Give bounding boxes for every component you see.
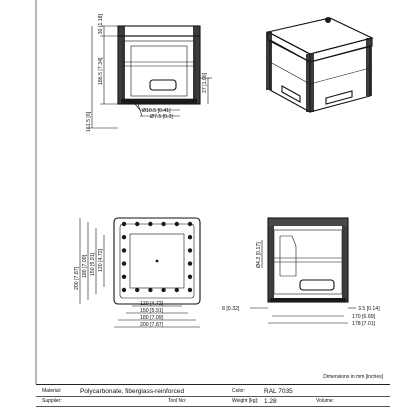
mounting-hole bbox=[188, 275, 192, 279]
dim-text: 200 [7.87] bbox=[74, 266, 80, 290]
dim-text: 180 [7.09] bbox=[82, 254, 88, 278]
mounting-hole bbox=[122, 222, 126, 226]
material-label: Material: bbox=[42, 388, 62, 394]
material-value: Polycarbonate, fiberglass-reinforced bbox=[80, 388, 185, 395]
color-value: RAL 7035 bbox=[264, 388, 293, 395]
center-hole bbox=[156, 260, 159, 263]
mounting-hole bbox=[161, 288, 165, 292]
mounting-hole bbox=[188, 288, 192, 292]
mounting-hole bbox=[122, 235, 126, 239]
dim-text: 150 [5.91] bbox=[90, 252, 96, 276]
side-wall-right bbox=[342, 226, 348, 302]
weight-value: 1.28 bbox=[264, 398, 277, 405]
plan-hole-group bbox=[122, 222, 192, 292]
mounting-hole bbox=[188, 248, 192, 252]
iso-rib bbox=[270, 62, 310, 84]
dim-text: 3.5 [0.14] bbox=[358, 306, 380, 312]
dim-text: 186.5 [7.34] bbox=[98, 57, 104, 85]
iso-lid-right bbox=[310, 38, 372, 62]
iso-corner-right bbox=[366, 38, 372, 96]
dim-text: 30 [1.18] bbox=[98, 14, 104, 35]
color-label: Color: bbox=[232, 388, 246, 394]
dim-text: Ø7.5 [0.3] bbox=[150, 114, 173, 120]
mounting-hole bbox=[188, 261, 192, 265]
mounting-hole bbox=[122, 261, 126, 265]
mounting-hole bbox=[135, 222, 139, 226]
dim-text: 170 [6.69] bbox=[352, 314, 376, 320]
iso-handle-left bbox=[282, 86, 300, 102]
mounting-hole bbox=[161, 222, 165, 226]
mounting-hole bbox=[122, 288, 126, 292]
dimensions-note: Dimensions in mm [inches] bbox=[323, 374, 383, 380]
iso-lid-left bbox=[268, 32, 310, 62]
mounting-hole bbox=[148, 288, 152, 292]
mounting-hole bbox=[122, 275, 126, 279]
dim-text: Ø10.5 [0.41] bbox=[142, 108, 171, 114]
isometric-view bbox=[266, 17, 372, 112]
mounting-hole bbox=[148, 222, 152, 226]
dim-text: 161.5 [6] bbox=[86, 111, 92, 132]
dim-text: 120 [4.72] bbox=[98, 248, 104, 272]
inner-panel bbox=[131, 46, 187, 96]
title-row-supplier bbox=[36, 397, 390, 407]
dim-text: 27 [1.06] bbox=[202, 72, 208, 93]
dim-text: 120 [4.72] bbox=[140, 301, 164, 307]
left-corner-post bbox=[118, 26, 125, 104]
handle-slot bbox=[150, 80, 176, 90]
side-handle-recess bbox=[280, 236, 296, 276]
front-view bbox=[86, 13, 212, 132]
base-foot bbox=[121, 99, 197, 104]
iso-rib bbox=[310, 68, 370, 84]
iso-lid-screw bbox=[325, 17, 331, 23]
iso-body-right bbox=[310, 46, 370, 112]
side-lid bbox=[268, 218, 348, 226]
side-view bbox=[222, 218, 380, 327]
supplier-label: Supplier: bbox=[42, 398, 62, 404]
mounting-hole bbox=[188, 222, 192, 226]
dim-text: 178 [7.01] bbox=[352, 321, 376, 327]
title-block bbox=[36, 384, 390, 408]
mounting-hole bbox=[188, 235, 192, 239]
title-row-material bbox=[36, 387, 390, 397]
right-corner-post bbox=[193, 26, 200, 104]
tool-label: Tool No: bbox=[168, 398, 187, 404]
mounting-hole bbox=[135, 288, 139, 292]
lid-outline bbox=[118, 26, 200, 36]
dim-text: 8 [0.32] bbox=[222, 306, 240, 312]
mounting-hole bbox=[122, 248, 126, 252]
volume-label: Volume: bbox=[316, 398, 335, 404]
dim-text: 150 [5.91] bbox=[140, 308, 164, 314]
side-handle-slot bbox=[300, 280, 334, 290]
side-wall-left bbox=[268, 226, 274, 302]
plan-view bbox=[74, 218, 200, 328]
dim-text: 200 [7.87] bbox=[140, 322, 164, 328]
dim-text: 180 [7.09] bbox=[140, 315, 164, 321]
side-base bbox=[270, 298, 346, 302]
iso-corner-left bbox=[266, 32, 272, 90]
mounting-hole bbox=[175, 288, 179, 292]
dim-text: Ø4.2 [0.17] bbox=[256, 242, 262, 268]
mounting-hole bbox=[175, 222, 179, 226]
weight-label: Weight [kg]: bbox=[232, 398, 259, 404]
iso-corner-front bbox=[306, 54, 314, 112]
